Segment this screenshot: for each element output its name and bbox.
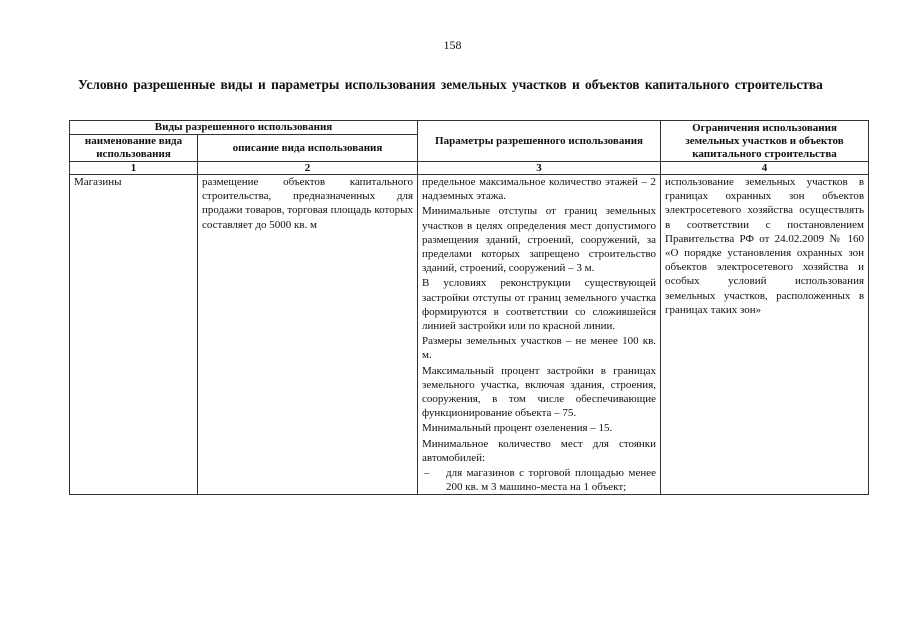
table-row	[70, 175, 869, 495]
param-bullet-item	[422, 466, 656, 494]
cell-restrictions: использование земельных участков в границах охранных зон объектов электросетевого хозяйства осуществлять в соответствии с постановлением Правительства РФ от 24.02.2009 № 160 «О порядке установления охранных зон объектов электросетевого хозяйства и особых условий использования земельных участков, расположенных в границах таких зон»	[661, 175, 869, 495]
header-restrictions: Ограничения использования земельных участков и объектов капитального строительства	[661, 121, 869, 162]
page-number: 158	[443, 38, 462, 52]
param-paragraph: В условиях реконструкции существующей застройки отступы от границ земельного участка формируются в соответствии со сложившейся линией застройки или по красной линии.	[422, 277, 657, 333]
cell-parameters	[418, 175, 661, 495]
section-heading: Условно разрешенные виды и параметры использования земельных участков и объектов капитального строительства	[78, 77, 823, 92]
param-paragraph: Максимальный процент застройки в границах земельного участка, включая здания, строения, сооружения, в том числе обеспечивающие функционирование объекта – 75.	[422, 364, 657, 420]
cell-use-name: Магазины	[70, 175, 198, 495]
header-description: описание вида использования	[198, 135, 418, 162]
param-paragraph: Минимальное количество мест для стоянки автомобилей:	[422, 437, 657, 464]
column-number-2: 2	[198, 162, 418, 175]
column-number-3: 3	[418, 162, 661, 175]
header-types-group: Виды разрешенного использования	[70, 121, 418, 135]
bullet-text: для магазинов с торговой площадью менее 200 кв. м 3 машино-места на 1 объект;	[446, 467, 657, 494]
param-paragraph: Минимальный процент озеленения – 15.	[422, 422, 613, 435]
bullet-dash: –	[424, 467, 430, 480]
cell-use-description: размещение объектов капитального строительства, предназначенных для продажи товаров, торговая площадь которых составляет до 5000 кв. м	[198, 175, 418, 495]
header-params: Параметры разрешенного использования	[418, 121, 661, 162]
column-number-1: 1	[70, 162, 198, 175]
header-name: наименование вида использования	[70, 135, 198, 162]
param-paragraph: Размеры земельных участков – не менее 100 кв. м.	[422, 335, 657, 362]
column-number-4: 4	[661, 162, 869, 175]
param-paragraph: Минимальные отступы от границ земельных участков в целях определения мест допустимого размещения зданий, строений, сооружений, за пределами которых запрещено строительство зданий, строений, сооружений – 3 м.	[422, 205, 657, 275]
column-number-row	[70, 162, 869, 175]
header-row-1	[70, 121, 869, 135]
param-paragraph: предельное максимальное количество этажей – 2 надземных этажа.	[422, 176, 657, 203]
land-use-table	[69, 120, 869, 495]
